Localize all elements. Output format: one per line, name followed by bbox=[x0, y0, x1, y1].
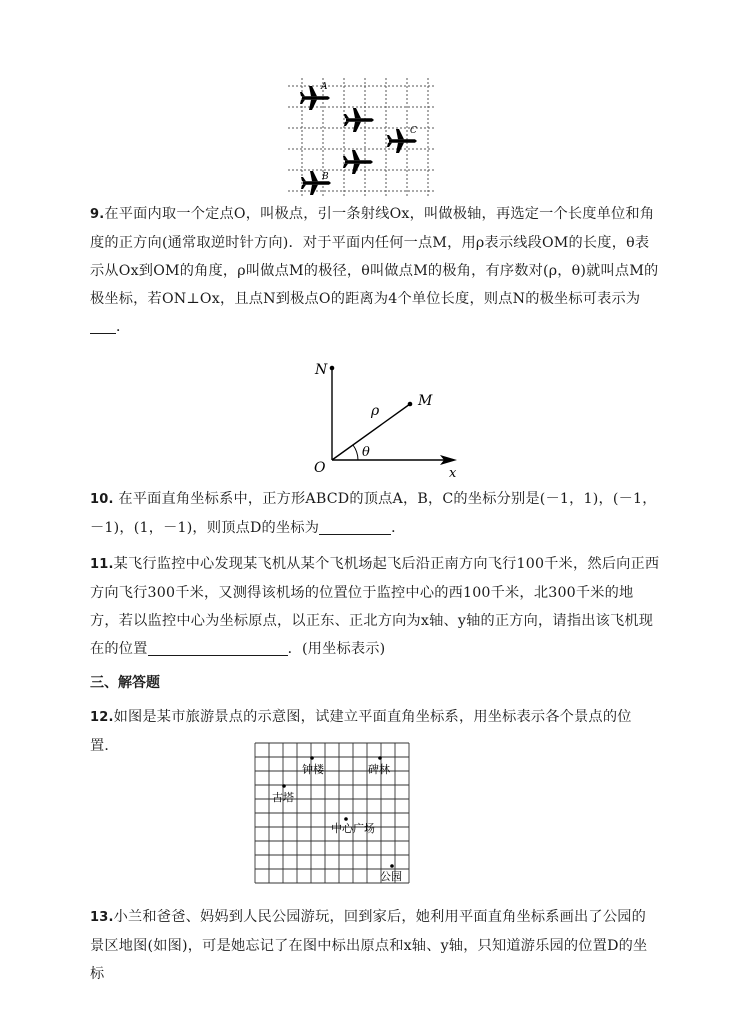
point-n bbox=[330, 366, 335, 371]
question-end: ． bbox=[391, 520, 406, 536]
spot-dot bbox=[344, 817, 348, 821]
question-text: 在平面直角坐标系中，正方形ABCD的顶点A，B，C的坐标分别是(－1，1)，(－1，－1)，(1，－1)，则顶点D的坐标为 bbox=[90, 491, 657, 536]
answer-blank[interactable] bbox=[319, 518, 391, 535]
spot-dot bbox=[378, 756, 382, 760]
spot-label-central-plaza: 中心广场 bbox=[331, 822, 375, 835]
spot-label-bell-tower: 钟楼 bbox=[302, 763, 324, 776]
angle-arc bbox=[353, 445, 358, 460]
spot-dot bbox=[282, 784, 286, 788]
spot-label-park: 公园 bbox=[380, 870, 402, 883]
label-rho: ρ bbox=[371, 403, 380, 419]
label-x: x bbox=[449, 466, 457, 480]
plane-label-a: A bbox=[321, 82, 328, 92]
label-theta: θ bbox=[362, 445, 370, 460]
answer-blank[interactable] bbox=[148, 639, 288, 656]
point-m bbox=[408, 402, 413, 407]
spot-label-stele-forest: 碑林 bbox=[368, 763, 390, 776]
question-11 bbox=[90, 550, 660, 663]
question-number: 12. bbox=[90, 710, 114, 725]
question-text: 如图是某市旅游景点的示意图，试建立平面直角坐标系，用坐标表示各个景点的位置． bbox=[90, 709, 632, 754]
polar-coordinate-figure bbox=[310, 360, 470, 480]
spot-dot bbox=[390, 864, 394, 868]
question-text: 小兰和爸爸、妈妈到人民公园游玩，回到家后，她利用平面直角坐标系画出了公园的景区地图(如图)，可是她忘记了在图中标出原点和x轴、y轴，只知道游乐园的位置D的坐标 bbox=[90, 909, 648, 982]
question-text: 在平面内取一个定点O，叫极点，引一条射线Ox，叫做极轴，再选定一个长度单位和角度的正方向(通常取逆时针方向)．对于平面内任何一点M，用ρ表示线段OM的长度，θ表示从Ox到OM的角度，ρ叫做点M的极径，θ叫做点M的极角，有序数对(ρ，θ)就叫点M的极坐标，若ON⊥Ox，且点N到极点O的距离为4个单位长度，则点N的极坐标可表示为 bbox=[90, 206, 659, 307]
answer-blank[interactable] bbox=[90, 317, 116, 334]
question-number: 11. bbox=[90, 557, 114, 572]
question-text: 某飞行监控中心发现某飞机从某个飞机场起飞后沿正南方向飞行100千米，然后向正西方向飞行300千米，又测得该机场的位置位于监控中心的西100千米，北300千米的地方，若以监控中心为坐标原点，以正东、正北方向为x轴、y轴的正方向，请指出该飞机现在的位置 bbox=[90, 556, 660, 657]
question-number: 10. bbox=[90, 492, 114, 507]
section-heading: 三、解答题 bbox=[90, 675, 160, 691]
dotted-grid bbox=[288, 78, 436, 198]
map-spots bbox=[272, 756, 402, 883]
label-n: N bbox=[315, 362, 328, 378]
question-end: ． bbox=[116, 319, 131, 335]
spot-dot bbox=[310, 756, 314, 760]
plane-label-c: C bbox=[410, 126, 417, 136]
question-end: ．(用坐标表示) bbox=[287, 641, 386, 657]
question-13 bbox=[90, 903, 660, 988]
label-m: M bbox=[418, 393, 433, 409]
question-10 bbox=[90, 485, 660, 542]
plane-label-b: B bbox=[322, 172, 329, 182]
label-o: O bbox=[314, 460, 326, 476]
airplane-grid-figure bbox=[288, 78, 436, 198]
scenic-map-figure bbox=[254, 742, 410, 884]
spot-label-ancient-tower: 古塔 bbox=[272, 791, 294, 804]
question-number: 13. bbox=[90, 910, 114, 925]
question-9 bbox=[90, 200, 660, 341]
question-number: 9. bbox=[90, 207, 105, 222]
